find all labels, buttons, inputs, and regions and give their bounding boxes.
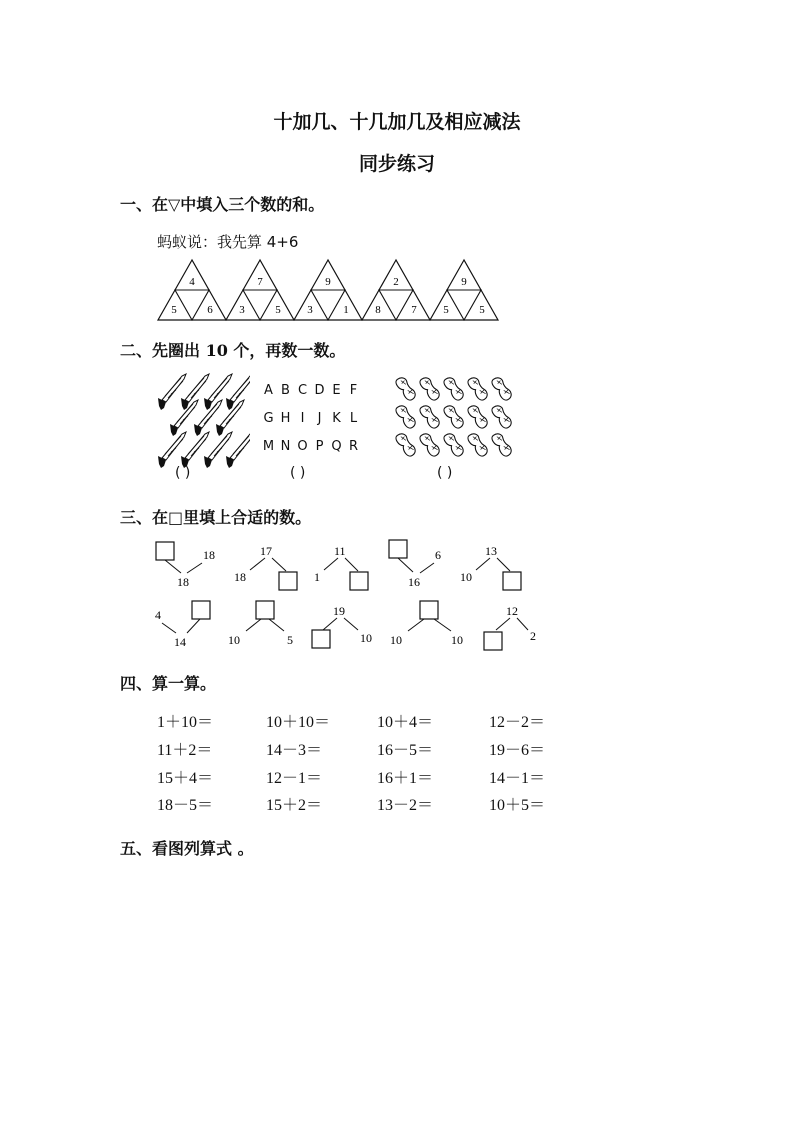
triangle-number: 9	[325, 276, 331, 288]
letter-row-3	[260, 439, 362, 454]
section-3-heading: 三、在□里填上合适的数。	[120, 508, 312, 527]
bond-number: 1	[314, 570, 320, 584]
feather-pen-group	[150, 372, 250, 470]
peanut-icon	[466, 431, 489, 458]
peanut-icon	[442, 375, 465, 402]
equation: 14－1＝	[489, 770, 546, 787]
page-subtitle: 同步练习	[358, 153, 435, 175]
answer-box[interactable]	[279, 572, 297, 590]
answer-box[interactable]	[503, 572, 521, 590]
ant-hint: 蚂蚁说：我先算 4+6	[157, 233, 299, 251]
equation: 16－5＝	[377, 742, 434, 759]
bond-number: 18	[177, 575, 189, 589]
answer-box[interactable]	[156, 542, 174, 560]
triangle-number: 1	[343, 304, 349, 316]
peanut-icon	[418, 375, 441, 402]
bond-number: 4	[155, 608, 161, 622]
letter: N	[280, 439, 291, 454]
sum-triangle	[294, 260, 362, 320]
triangle-number: 9	[461, 276, 467, 288]
answer-box[interactable]	[389, 540, 407, 558]
equation: 10＋4＝	[377, 714, 434, 731]
bond-number: 12	[506, 604, 518, 618]
peanut-icon	[466, 403, 489, 430]
section-5-heading: 五、看图列算式 。	[120, 839, 254, 858]
bond-number: 17	[260, 544, 272, 558]
answer-box[interactable]	[256, 601, 274, 619]
equation: 13－2＝	[377, 797, 434, 814]
triangle-row	[150, 258, 520, 328]
equation: 10＋5＝	[489, 797, 546, 814]
bond-number: 10	[360, 631, 372, 645]
section-2-heading: 二、先圈出 10 个，再数一数。	[120, 341, 346, 360]
peanut-icon	[490, 403, 513, 430]
equation: 19－6＝	[489, 742, 546, 759]
equation: 11＋2＝	[157, 742, 213, 759]
equation: 15＋4＝	[157, 770, 214, 787]
peanut-icon	[466, 375, 489, 402]
center-blank[interactable]	[311, 290, 345, 320]
equation: 12－1＝	[266, 770, 323, 787]
bond-number: 14	[174, 635, 186, 649]
equation: 10＋10＝	[266, 714, 331, 731]
peanut-icon	[394, 375, 417, 402]
answer-blank-letters[interactable]: ( )	[290, 465, 306, 481]
bond-number: 10	[451, 633, 463, 647]
letter: R	[348, 439, 359, 454]
page-title: 十加几、十几加几及相应减法	[273, 111, 521, 133]
equation: 18－5＝	[157, 797, 214, 814]
triangle-number: 7	[257, 276, 263, 288]
answer-blank-pens[interactable]: ( )	[175, 465, 191, 481]
center-blank[interactable]	[379, 290, 413, 320]
letter: J	[317, 411, 322, 426]
triangle-number: 5	[479, 304, 485, 316]
sum-triangle	[362, 260, 430, 320]
peanut-icon	[490, 375, 513, 402]
peanut-icon	[490, 431, 513, 458]
triangle-number: 8	[375, 304, 381, 316]
letter: G	[263, 411, 274, 426]
bond-number: 2	[530, 629, 536, 643]
number-bonds	[140, 535, 560, 660]
sum-triangle	[158, 260, 226, 320]
sum-triangle	[430, 260, 498, 320]
bond-number: 18	[234, 570, 246, 584]
letter: C	[297, 383, 308, 398]
sum-triangle	[226, 260, 294, 320]
bond-number: 5	[287, 633, 293, 647]
answer-box[interactable]	[350, 572, 368, 590]
letter: P	[315, 439, 324, 454]
section-4-heading: 四、算一算。	[120, 674, 217, 693]
bond-number: 10	[390, 633, 402, 647]
peanut-icon	[442, 403, 465, 430]
answer-box[interactable]	[192, 601, 210, 619]
peanut-icon	[442, 431, 465, 458]
letter: H	[280, 411, 291, 426]
bond-number: 19	[333, 604, 345, 618]
letter: Q	[331, 439, 342, 454]
equation: 14－3＝	[266, 742, 323, 759]
bond-number: 13	[485, 544, 497, 558]
letter: F	[349, 383, 358, 398]
feather-pen-icon	[181, 432, 209, 468]
letter: M	[262, 439, 275, 454]
triangle-number: 5	[275, 304, 281, 316]
letter: K	[332, 411, 341, 426]
triangle-number: 3	[239, 304, 245, 316]
feather-pen-icon	[158, 374, 186, 410]
bond-number: 11	[334, 544, 346, 558]
triangle-number: 3	[307, 304, 313, 316]
peanut-icon	[418, 431, 441, 458]
peanut-group	[392, 372, 520, 470]
letter: B	[281, 383, 290, 398]
letter-row-1	[260, 383, 362, 398]
center-blank[interactable]	[447, 290, 481, 320]
equation: 12－2＝	[489, 714, 546, 731]
bond-number: 10	[460, 570, 472, 584]
equation: 15＋2＝	[266, 797, 323, 814]
answer-box[interactable]	[420, 601, 438, 619]
center-blank[interactable]	[243, 290, 277, 320]
center-blank[interactable]	[175, 290, 209, 320]
answer-box[interactable]	[484, 632, 502, 650]
bond-number: 10	[228, 633, 240, 647]
feather-pen-icon	[158, 432, 186, 468]
triangle-number: 5	[443, 304, 449, 316]
letter: O	[297, 439, 308, 454]
triangle-number: 6	[207, 304, 213, 316]
peanut-icon	[394, 431, 417, 458]
answer-blank-peanuts[interactable]: ( )	[437, 465, 453, 481]
letter-row-2	[260, 411, 362, 426]
peanut-icon	[418, 403, 441, 430]
bond-number: 16	[408, 575, 420, 589]
letter: I	[300, 411, 305, 426]
peanut-icon	[394, 403, 417, 430]
letter: E	[332, 383, 341, 398]
triangle-number: 7	[411, 304, 417, 316]
bond-number: 6	[435, 548, 441, 562]
answer-box[interactable]	[312, 630, 330, 648]
triangle-number: 5	[171, 304, 177, 316]
letter: A	[264, 383, 273, 398]
equation: 16＋1＝	[377, 770, 434, 787]
section-1-heading: 一、在▽中填入三个数的和。	[120, 195, 325, 214]
letter: L	[349, 411, 358, 426]
bond-number: 18	[203, 548, 215, 562]
letter: D	[314, 383, 325, 398]
equation: 1＋10＝	[157, 714, 214, 731]
triangle-number: 2	[393, 276, 399, 288]
triangle-number: 4	[189, 276, 195, 288]
